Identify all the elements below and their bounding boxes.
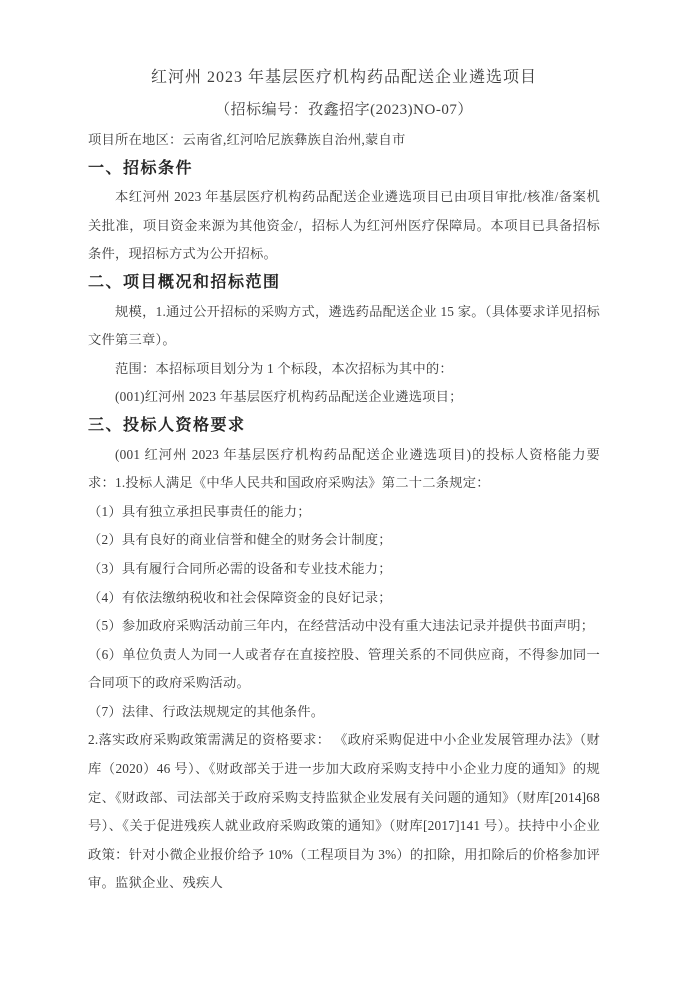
section-heading-project-overview: 二、项目概况和招标范围	[88, 273, 281, 291]
paragraph-procurement-policy: 2.落实政府采购政策需满足的资格要求： 《政府采购促进中小企业发展管理办法》（财库（2020）46 号）、《财政部关于进一步加大政府采购支持中小企业力度的通知》的规定、《财政部、司法部关于政府采购支持监狱企业发展有关问题的通知》（财库[2014]68 号）、《关于促进残疾人就业政府采购政策的通知》（财库[2017]141 号）。扶持中小企业政策：针对小微企业报价给予 10%（工程项目为 3%）的扣除，用扣除后的价格参加评审。监狱企业、残疾人	[88, 732, 600, 891]
section-heading-bidder-qualifications: 三、投标人资格要求	[88, 416, 246, 434]
qualification-item-7: （7）法律、行政法规规定的其他条件。	[88, 703, 325, 719]
section-heading-bidding-conditions: 一、招标条件	[88, 159, 194, 177]
qualification-item-3: （3）具有履行合同所必需的设备和专业技术能力；	[88, 560, 392, 576]
paragraph-bidding-conditions: 本红河州 2023 年基层医疗机构药品配送企业遴选项目已由项目审批/核准/备案机关批准，项目资金来源为其他资金/，招标人为红河州医疗保障局。本项目已具备招标条件，现招标方式为公开招标。	[88, 189, 600, 262]
qualification-item-1: （1）具有独立承担民事责任的能力；	[88, 503, 311, 519]
project-location: 项目所在地区：云南省,红河哈尼族彝族自治州,蒙自市	[88, 132, 406, 147]
paragraph-scale: 规模，1.通过公开招标的采购方式，遴选药品配送企业 15 家。（具体要求详见招标文件第三章）。	[88, 303, 600, 348]
qualification-item-6: （6）单位负责人为同一人或者存在直接控股、管理关系的不同供应商，不得参加同一合同项下的政府采购活动。	[88, 646, 600, 691]
document-title: 红河州 2023 年基层医疗机构药品配送企业遴选项目	[150, 69, 537, 86]
paragraph-lot-001: (001)红河州 2023 年基层医疗机构药品配送企业遴选项目；	[115, 389, 463, 405]
bid-number: （招标编号：孜鑫招字(2023)NO-07）	[215, 102, 473, 118]
paragraph-qualification-intro: (001 红河州 2023 年基层医疗机构药品配送企业遴选项目)的投标人资格能力要求：1.投标人满足《中华人民共和国政府采购法》第二十二条规定：	[88, 446, 600, 491]
qualification-item-4: （4）有依法缴纳税收和社会保障资金的良好记录；	[88, 589, 392, 605]
qualification-item-5: （5）参加政府采购活动前三年内，在经营活动中没有重大违法记录并提供书面声明；	[88, 618, 595, 634]
paragraph-scope: 范围：本招标项目划分为 1 个标段，本次招标为其中的：	[115, 360, 453, 376]
qualification-item-2: （2）具有良好的商业信誉和健全的财务会计制度；	[88, 532, 392, 548]
